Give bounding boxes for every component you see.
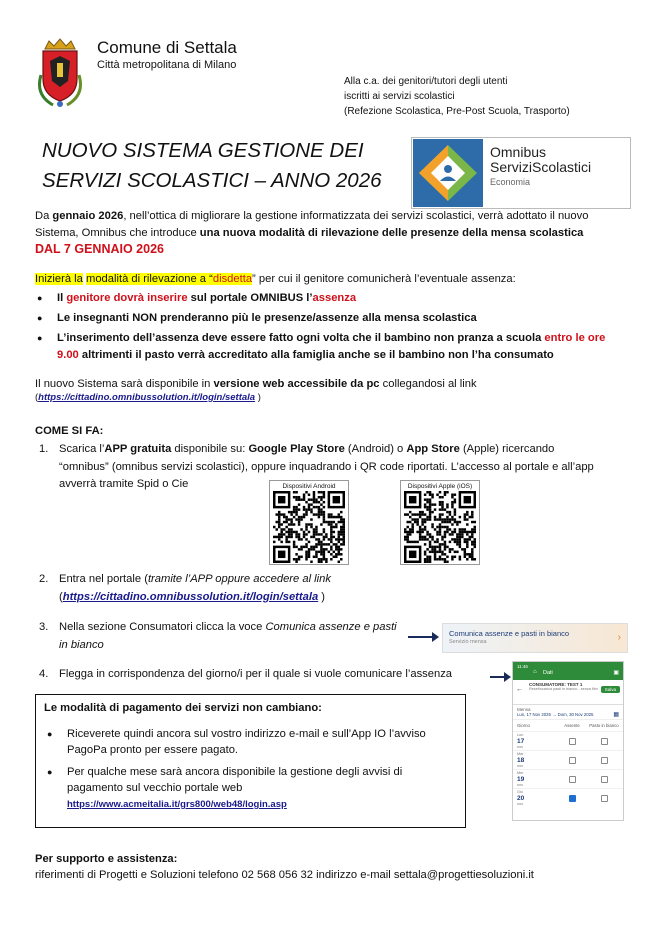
step-text: disponibile su: [171,443,249,455]
step-text: (Android) o [344,443,407,455]
date-range-text: Lun, 17 Nov 2025 → Dom, 30 Nov 2025 [517,712,594,717]
app-subheader [513,680,623,705]
qr-code-icon [273,491,345,563]
app-screenshot [512,661,624,821]
status-time: 11:46 [517,664,528,669]
col-header: Pasto in bianco [589,723,619,728]
step-number: 1. [39,443,49,455]
table-row [513,788,623,807]
bullet-text: L’inserimento dell’assenza deve essere fatto ogni volta che il bambino non pranza a scuola [57,332,545,344]
addressee-line: Alla c.a. dei genitori/tutori degli utenti [344,76,508,87]
web-text: Il nuovo Sistema sarà disponibile in [35,378,214,390]
step-3-text [59,619,404,654]
page-title [42,136,382,196]
payment-text: Per qualche mese sarà ancora disponibile la gestione degli avvisi di pagamento sul vecchio portale web [67,766,403,794]
web-paragraph [35,376,615,392]
addressee-line: iscritti ai servizi scolastici [344,91,455,102]
web-portal-link[interactable]: https://cittadino.omnibussolution.it/login/settala [38,392,256,403]
logo-name: ServiziScolastici [490,159,592,175]
old-portal-link[interactable]: https://www.acmeitalia.it/grs800/web48/login.asp [67,799,287,810]
col-header: Giorno [517,723,530,728]
day-wd: Mer [517,770,524,775]
step-text: Nella sezione Consumatori clicca la voce [59,621,266,633]
page-title-line: NUOVO SISTEMA GESTIONE DEI [42,139,364,162]
support-text: riferimenti di Progetti e Soluzioni telefono 02 568 056 32 indirizzo e-mail settala@progettiesoluzioni.it [35,869,534,881]
qr-android[interactable] [269,480,349,565]
day-day: 18 [517,756,525,764]
chevron-right-icon: › [617,632,621,643]
day-list [513,731,623,807]
omnibus-logo-icon [413,139,483,207]
web-link-line [35,392,261,403]
logo-tagline: Economia [490,177,531,187]
white-meal-checkbox[interactable] [601,757,608,764]
step-number: 3. [39,621,49,633]
list-item [45,726,450,758]
step-text: (Apple) ricercando “omnibus” (omnibus servizi scolastici), oppure inquadrando i QR code riportati. L’accesso al portale e all’app avverrà tramite Spid o Cie [59,443,594,490]
disdetta-text: ” per cui il genitore comunicherà l’eventuale assenza: [252,273,516,285]
day-day: 17 [517,737,525,745]
white-meal-checkbox[interactable] [601,738,608,745]
list-item [35,330,625,364]
portal-link[interactable]: https://cittadino.omnibussolution.it/login/settala [62,590,319,603]
day-mo: nov [517,744,524,749]
back-arrow-icon[interactable]: ← [516,686,523,693]
calendar-icon[interactable]: ▦ [613,712,619,718]
paren: ) [255,392,261,403]
qr-code-icon [404,491,476,563]
bullet-text: Il [57,292,67,304]
day-mo: nov [517,782,524,787]
absent-checkbox[interactable] [569,776,576,783]
addressee-block [344,74,570,119]
day-cell [517,733,555,750]
step-2-text [59,571,499,606]
step-number: 4. [39,668,49,680]
howto-heading: COME SI FA: [35,425,104,437]
step-text: Scarica l’ [59,443,105,455]
day-mo: nov [517,763,524,768]
menu-item-title: Comunica assenze e pasti in bianco [449,629,570,638]
disdetta-text: Inizierà la [35,273,83,285]
arrow-right-icon [490,671,512,683]
day-wd: Mar [517,751,524,756]
payment-box [35,694,466,828]
web-text: versione web accessibile da pc [213,378,380,390]
step-text: App Store [406,443,460,455]
municipality-name: Comune di Settala [97,38,237,57]
col-header: Assente [564,723,580,728]
day-day: 19 [517,775,525,783]
day-cell [517,752,555,769]
day-wd: Lun [517,732,524,737]
qr-label: Dispositivi Apple (iOS) [407,483,473,490]
intro-start-date: DAL 7 GENNAIO 2026 [35,242,164,256]
day-cell [517,790,555,807]
step-text: Entra nel portale ( [59,573,148,585]
list-item [35,290,625,307]
page-title-line: SERVIZI SCOLASTICI – ANNO 2026 [42,169,382,192]
step-4-text: Flegga in corrispondenza del giorno/i per il quale si vuole comunicare l’assenza [59,668,453,680]
day-cell [517,771,555,788]
mode-label: Reset/scarica pasti in bianco - senza film [529,687,598,691]
step-number: 2. [39,573,49,585]
support-heading: Per supporto e assistenza: [35,853,178,865]
payment-text: Riceverete quindi ancora sul vostro indirizzo e-mail e sull’App IO l’avviso PagoPa pronto per essere pagato. [67,728,426,756]
qr-ios[interactable] [400,480,480,565]
save-button[interactable]: Salva [601,686,620,693]
omnibus-logo [411,137,631,209]
list-item [35,310,625,327]
date-range [513,712,623,720]
day-mo: nov [517,801,524,806]
home-icon[interactable]: ⌂ [533,669,537,675]
menu-item-subtitle: Servizio mensa [449,639,487,645]
step-text: ) [318,590,326,603]
intro-paragraph [35,208,603,259]
intro-date: gennaio 2026 [52,210,124,222]
step-text: Google Play Store [248,443,345,455]
logo-name: Omnibus [490,144,547,160]
paren: ( [35,392,39,403]
intro-text: Da [35,210,53,222]
addressee-line: (Refezione Scolastica, Pre-Post Scuola, Trasporto) [344,106,570,117]
table-header [513,720,623,731]
arrow-right-icon [408,630,440,644]
step-text: tramite l’APP oppure accedere al link [147,573,331,585]
table-row [513,731,623,750]
mensa-label: Mensa [517,707,531,712]
payment-heading: Le modalità di pagamento dei servizi non cambiano: [44,702,322,714]
list-item [45,764,450,813]
qr-label: Dispositivi Android [282,483,336,490]
app-topbar [513,662,623,680]
day-day: 20 [517,794,525,802]
white-meal-checkbox[interactable] [601,776,608,783]
absent-checkbox[interactable] [569,757,576,764]
bullet-text: assenza [312,292,357,304]
bullet-text: sul portale OMNIBUS l’ [187,292,313,304]
step-text: APP gratuita [104,443,172,455]
app-label: Dati [543,670,553,676]
bullet-text: genitore dovrà inserire [66,292,188,304]
comunica-assenze-menu-item[interactable] [442,623,628,653]
consumer-label: CONSUMATORE: TEST 1 [529,682,583,687]
table-row [513,769,623,788]
disdetta-keyword: disdetta [212,273,253,285]
bullet-text: altrimenti il pasto verrà accreditato alla famiglia anche se il bambino non l’ha consumato [78,349,554,361]
absent-checkbox[interactable] [569,795,576,802]
intro-highlight: una nuova modalità di rilevazione delle presenze della mensa scolastica [199,226,584,239]
rules-list [35,290,625,364]
step-text: ( [59,590,63,603]
payment-list [45,726,450,813]
bullet-text: entro le ore 9.00 [57,332,606,361]
disdetta-text: modalità di rilevazione a “ [86,273,213,285]
disdetta-line [35,271,615,287]
white-meal-checkbox[interactable] [601,795,608,802]
absent-checkbox[interactable] [569,738,576,745]
step-text: Comunica assenze e pasti in bianco [59,621,397,651]
web-text: collegandosi al link [379,378,477,390]
day-wd: Gio [517,789,523,794]
coat-of-arms [35,37,85,109]
municipality-subtitle: Città metropolitana di Milano [97,59,237,71]
bullet-text: Le insegnanti NON prenderanno più le presenze/assenze alla mensa scolastica [57,312,477,324]
cart-icon[interactable]: ▣ [613,670,619,676]
intro-text: , nell’ottica di migliorare la gestione informatizzata dei servizi scolastici, verrà adottato il nuovo Sistema, Omnibus che introduce [35,210,589,239]
table-row [513,750,623,769]
